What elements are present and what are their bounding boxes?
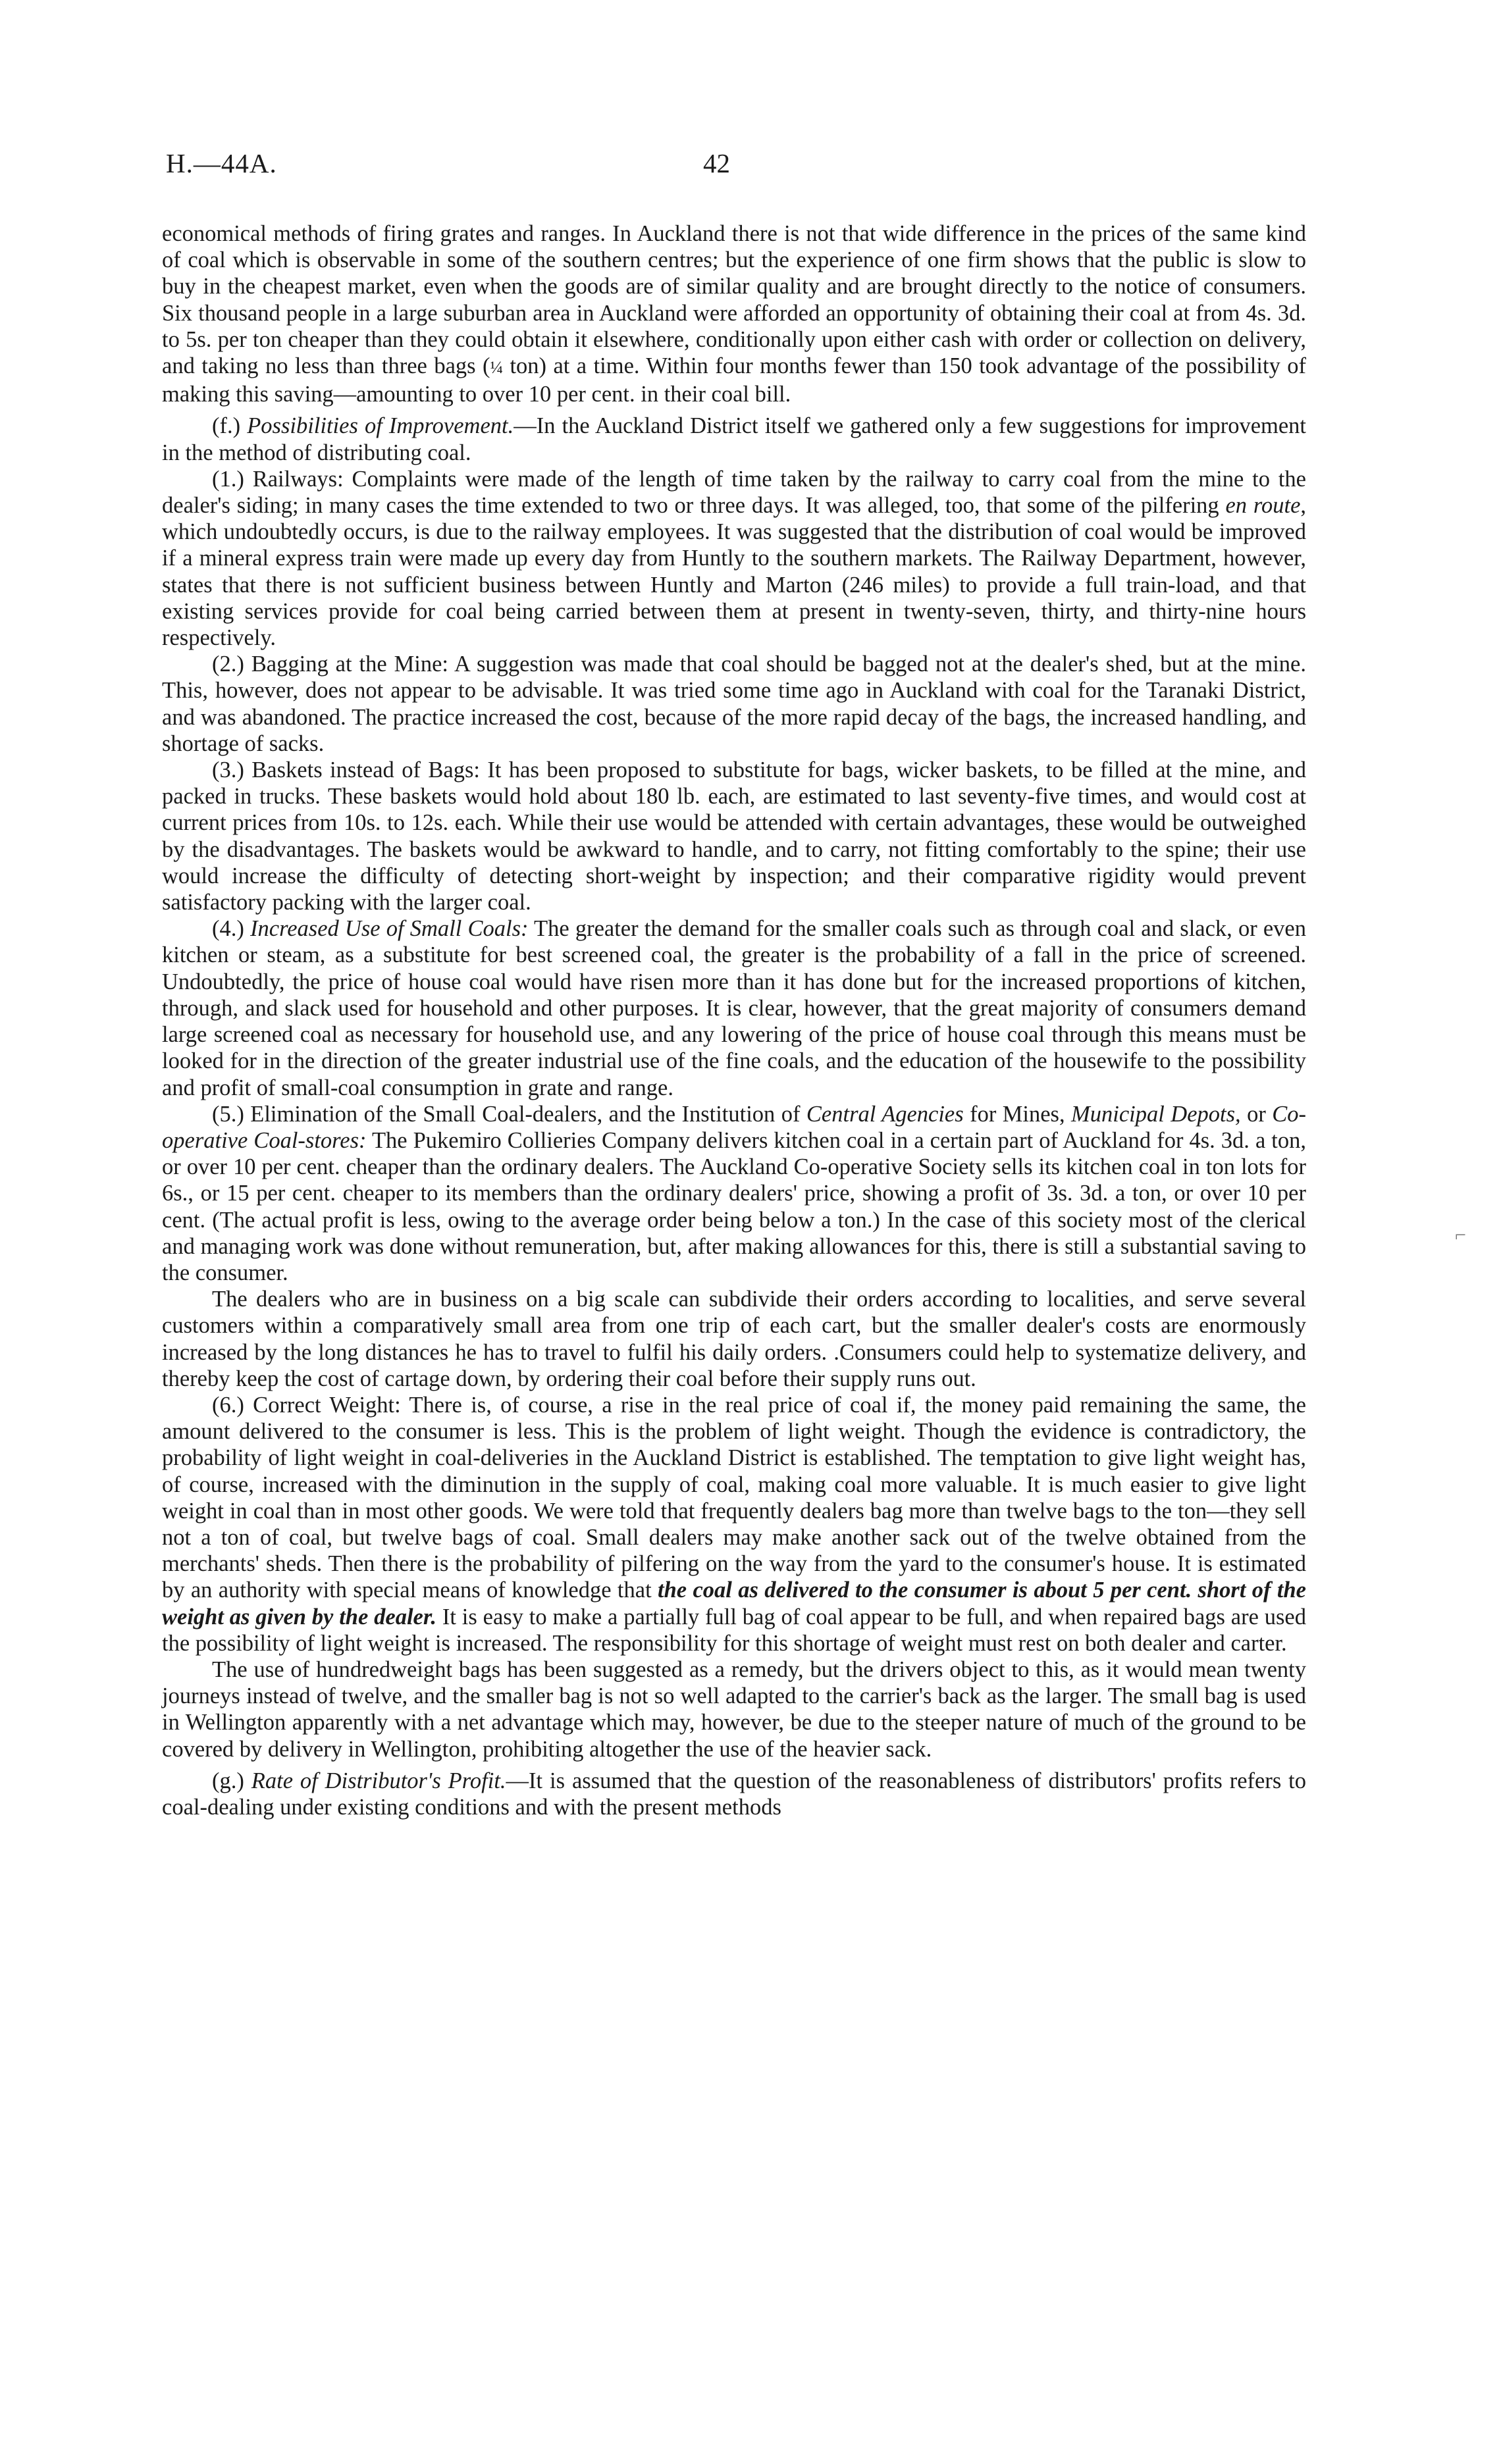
paragraph-small-coals — [162, 915, 1306, 1100]
section-label: (g.) — [212, 1768, 251, 1793]
paragraph-bagging: (2.) Bagging at the Mine: A suggestion was made that coal should be bagged not at the dealer's shed, but at the mine. This, however, does not appear to be advisable. It was tried some time ago in Auckland with coal for the Taranaki District, and was abandoned. The practice increased the cost, because of the more rapid decay of the bags, the increased handling, and shortage of sacks. — [162, 652, 1306, 756]
section-label: (4.) — [212, 916, 251, 942]
section-heading: Possibilities of Improvement. — [247, 413, 514, 439]
paragraph-text: The greater the demand for the smaller coals such as through coal and slack, or even kitchen or steam, as a substitute for best screened coal, the greater is the probability of a fall in the price of screened. Undoubtedly, the price of house coal would have risen more than it has done but for the increased proportions of kitchen, through, and slack used for household and other purposes. It is clear, however, that the great majority of consumers demand large screened coal as necessary for household use, and any lowering of the price of house coal through this means must be looked for in the direction of the greater industrial use of the fine coals, and the education of the housewife to the possibility and profit of small-coal consumption in grate and range. — [162, 916, 1306, 1100]
italic-phrase: Municipal Depots, — [1071, 1101, 1241, 1127]
paragraph-text: (5.) Elimination of the Small Coal-dealers, and the Institution of — [212, 1101, 806, 1127]
paragraph-text: economical methods of firing grates and ranges. In Auckland there is not that wide difference in the prices of the same kind of coal which is observable in some of the southern centres; but the experience of one firm shows that the public is slow to buy in the cheapest market, even when the goods are of similar quality and are brought directly to the notice of consumers. Six thousand people in a large suburban area in Auckland were afforded an opportunity of obtaining their coal at from 4s. 3d. to 5s. per ton cheaper than they could obtain it elsewhere, conditionally upon either cash with order or collection on delivery, and taking no less than three bags ( — [162, 221, 1306, 379]
body-text — [162, 220, 1306, 1820]
paragraph-correct-weight — [162, 1392, 1306, 1656]
paragraph-text: , which undoubtedly occurs, is due to the railway employees. It was suggested that the distribution of coal would be improved if a mineral express train were made up every day from Huntly to the southern markets. The Railway Department, however, states that there is not sufficient business between Huntly and Marton (246 miles) to provide a full train-load, and that existing services provide for coal being carried between them at present in twenty-seven, thirty, and thirty-nine hours respectively. — [162, 493, 1307, 651]
section-heading: Increased Use of Small Coals: — [250, 916, 529, 942]
italic-phrase: en route — [1225, 493, 1301, 519]
paragraph-text: (1.) Railways: Complaints were made of the length of time taken by the railway to carry coal from the mine to the dealer's siding; in many cases the time extended to two or three days. It was alleged, too, that some of the pilfering — [162, 466, 1306, 519]
italic-phrase: Co-operative Coal-stores: — [162, 1101, 1306, 1153]
paragraph-text: —It is assumed that the question of the reasonableness of distributors' profits refers to coal-dealing under existing conditions and with the present methods — [162, 1768, 1306, 1820]
section-heading: Rate of Distributor's Profit. — [251, 1768, 506, 1793]
document-reference: H.—44A. — [166, 148, 277, 178]
italic-phrase: Central Agencies — [806, 1101, 964, 1127]
paragraph-text: The Pukemiro Collieries Company delivers kitchen coal in a certain part of Auckland for 4s. 3d. a ton, or over 10 per cent. cheaper than the ordinary dealers. The Auckland Co-operative Society sells its kitchen coal in ton lots for 6s., or 15 per cent. cheaper to its members than the ordinary dealers' price, showing a profit of 3s. 3d. a ton, or over 10 per cent. (The actual profit is less, owing to the average order being below a ton.) In the case of this society most of the clerical and managing work was done without remuneration, but, after making allowances for this, there is still a substantial saving to the consumer. — [162, 1127, 1306, 1285]
paragraph-possibilities — [162, 413, 1306, 465]
emphasized-phrase: the coal as delivered to the consumer is about 5 per cent. short of the weight as given by the dealer. — [162, 1578, 1306, 1630]
paragraph-railways — [162, 466, 1306, 651]
paragraph-text: (6.) Correct Weight: There is, of course, a rise in the real price of coal if, the money paid remaining the same, the amount delivered to the consumer is less. This is the problem of light weight. Though the evidence is contradictory, the probability of light weight in coal-deliveries in the Auckland District is established. The temptation to give light weight has, of course, increased with the diminution in the supply of coal, making coal more valuable. It is much easier to give light weight in coal than in most other goods. We were told that frequently dealers bag more than twelve bags to the ton—they sell not a ton of coal, but twelve bags of coal. Small dealers may make another sack out of the twelve obtained from the merchants' sheds. Then there is the probability of pilfering on the way from the yard to the consumer's house. It is estimated by an authority with special means of knowledge that — [162, 1392, 1306, 1603]
paragraph-hundredweight-bags: The use of hundredweight bags has been suggested as a remedy, but the drivers object to this, as it would mean twenty journeys instead of twelve, and the smaller bag is not so well adapted to the carrier's back as the larger. The small bag is used in Wellington apparently with a net advantage which may, however, be due to the steeper nature of much of the ground to be covered by delivery in Wellington, prohibiting altogether the use of the heavier sack. — [162, 1656, 1306, 1762]
page-number: 42 — [703, 148, 730, 178]
paragraph-text: for Mines, — [963, 1101, 1072, 1127]
section-label: (f.) — [212, 413, 248, 439]
paragraph-dealers: The dealers who are in business on a big scale can subdivide their orders according to localities, and serve several customers within a comparatively small area from one trip of each cart, but the smaller dealer's costs are enormously increased by the long distances he has to travel to fulfil his daily orders. .Consumers could help to systematize delivery, and thereby keep the cost of cartage down, by ordering their coal before their supply runs out. — [162, 1287, 1306, 1391]
paragraph-text: ton) at a time. Within four months fewer than 150 took advantage of the possibility of making this saving—amounting to over 10 per cent. in their coal bill. — [162, 353, 1306, 407]
margin-mark: ⌐ — [1455, 1224, 1466, 1246]
fraction: ¼ — [490, 358, 503, 378]
paragraph-text: It is easy to make a partially full bag of coal appear to be full, and when repaired bags are used the possibility of light weight is increased. The responsibility for this shortage of weight must rest on both dealer and carter. — [162, 1604, 1306, 1656]
paragraph-distributor-profit — [162, 1768, 1306, 1820]
paragraph-text: or — [1240, 1101, 1273, 1127]
paragraph-central-agencies — [162, 1101, 1306, 1286]
paragraph-baskets: (3.) Baskets instead of Bags: It has been proposed to substitute for bags, wicker baskets, to be filled at the mine, and packed in trucks. These baskets would hold about 180 lb. each, are estimated to last seventy-five times, and would cost at current prices from 10s. to 12s. each. While their use would be attended with certain advantages, these would be outweighed by the disadvantages. The baskets would be awkward to handle, and to carry, not fitting comfortably to the spine; their use would increase the difficulty of detecting short-weight by inspection; and their comparative rigidity would prevent satisfactory packing with the larger coal. — [162, 757, 1306, 915]
paragraph-text: —In the Auckland District itself we gathered only a few suggestions for improvement in the method of distributing coal. — [162, 413, 1306, 465]
paragraph-consumer-habits — [162, 220, 1306, 407]
